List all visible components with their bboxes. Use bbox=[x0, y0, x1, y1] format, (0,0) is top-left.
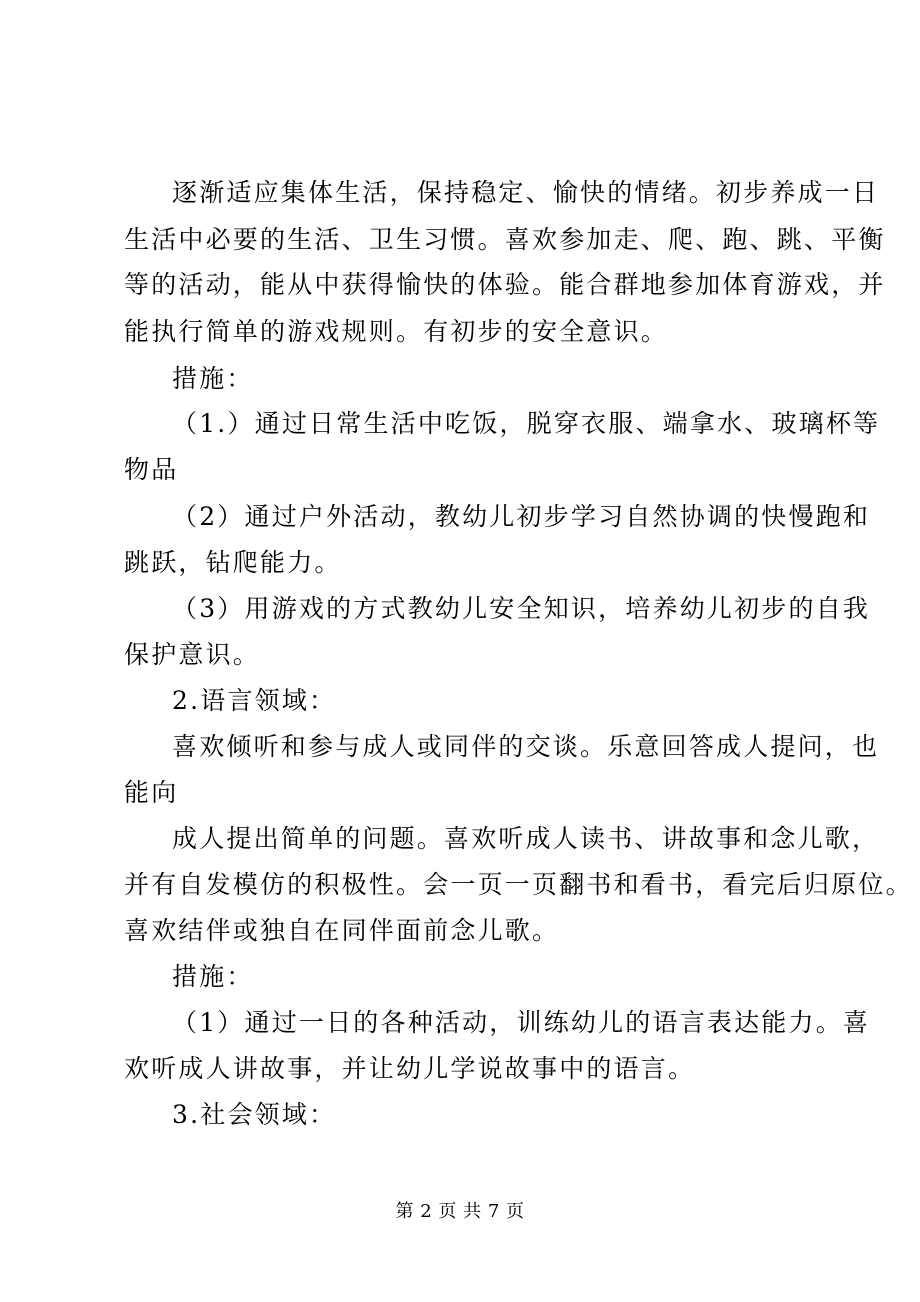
paragraph-line: 成人提出简单的问题。喜欢听成人读书、讲故事和念儿歌， bbox=[172, 824, 880, 853]
list-item-continuation: 跳跃，钻爬能力。 bbox=[124, 548, 342, 577]
list-item-continuation: 欢听成人讲故事，并让幼儿学说故事中的语言。 bbox=[124, 1054, 696, 1083]
paragraph-line: 能向 bbox=[124, 778, 179, 807]
list-item: （3）用游戏的方式教幼儿安全知识，培养幼儿初步的自我 bbox=[172, 594, 871, 623]
paragraph-line: 逐渐适应集体生活，保持稳定、愉快的情绪。初步养成一日 bbox=[172, 178, 880, 207]
paragraph-line: 生活中必要的生活、卫生习惯。喜欢参加走、爬、跑、跳、平衡 bbox=[124, 225, 886, 254]
list-item-continuation: 物品 bbox=[124, 455, 179, 484]
paragraph-line: 并有自发模仿的积极性。会一页一页翻书和看书，看完后归原位。 bbox=[124, 870, 913, 899]
section-label: 措施： bbox=[172, 962, 254, 991]
section-label: 措施： bbox=[172, 364, 254, 393]
paragraph-line: 喜欢结伴或独自在同伴面前念儿歌。 bbox=[124, 916, 560, 945]
list-item: （1）通过一日的各种活动，训练幼儿的语言表达能力。喜 bbox=[172, 1008, 871, 1037]
section-heading: 3.社会领域： bbox=[172, 1100, 337, 1129]
paragraph-line: 等的活动，能从中获得愉快的体验。能合群地参加体育游戏，并 bbox=[124, 270, 886, 299]
list-item: （1.）通过日常生活中吃饭，脱穿衣服、端拿水、玻璃杯等 bbox=[172, 409, 881, 438]
list-item-continuation: 保护意识。 bbox=[124, 640, 261, 669]
paragraph-line: 喜欢倾听和参与成人或同伴的交谈。乐意回答成人提问，也 bbox=[172, 732, 880, 761]
section-heading: 2.语言领域： bbox=[172, 686, 337, 715]
page-number-footer: 第 2 页 共 7 页 bbox=[395, 1201, 525, 1222]
list-item: （2）通过户外活动，教幼儿初步学习自然协调的快慢跑和 bbox=[172, 502, 871, 531]
paragraph-line: 能执行简单的游戏规则。有初步的安全意识。 bbox=[124, 317, 669, 346]
